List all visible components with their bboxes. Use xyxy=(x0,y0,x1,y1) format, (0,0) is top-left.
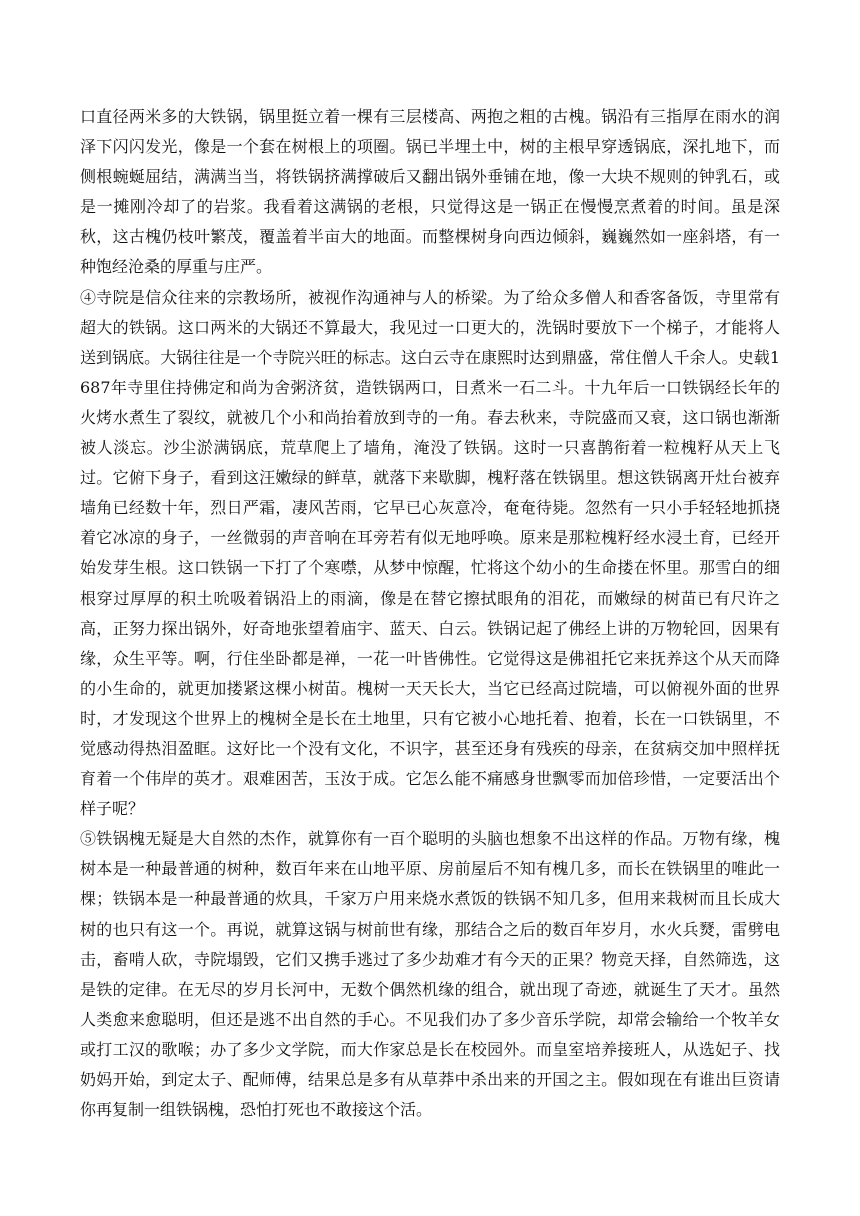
document-page xyxy=(80,102,780,1125)
paragraph-4: ④寺院是信众往来的宗教场所，被视作沟通神与人的桥梁。为了给众多僧人和香客备饭，寺里常有超大的铁锅。这口两米的大锅还不算最大，我见过一口更大的，洗锅时要放下一个梯子，才能将人送到锅底。大锅往往是一个寺院兴旺的标志。这白云寺在康熙时达到鼎盛，常住僧人千余人。史载1687年寺里住持佛定和尚为舍粥济贫，造铁锅两口，日煮米一石二斗。十九年后一口铁锅经长年的火烤水煮生了裂纹，就被几个小和尚抬着放到寺的一角。春去秋来，寺院盛而又衰，这口锅也渐渐被人淡忘。沙尘淤满锅底，荒草爬上了墙角，淹没了铁锅。这时一只喜鹊衔着一粒槐籽从天上飞过。它俯下身子，看到这汪嫩绿的鲜草，就落下来歇脚，槐籽落在铁锅里。想这铁锅离开灶台被弃墙角已经数十年，烈日严霜，凄风苦雨，它早已心灰意冷，奄奄待毙。忽然有一只小手轻轻地抓挠着它冰凉的身子，一丝微弱的声音响在耳旁若有似无地呼唤。原来是那粒槐籽经水浸土育，已经开始发芽生根。这口铁锅一下打了个寒噤，从梦中惊醒，忙将这个幼小的生命搂在怀里。那雪白的细根穿过厚厚的积土吮吸着锅沿上的雨滴，像是在替它擦拭眼角的泪花，而嫩绿的树苗已有尺许之高，正努力探出锅外，好奇地张望着庙宇、蓝天、白云。铁锅记起了佛经上讲的万物轮回，因果有缘，众生平等。啊，行住坐卧都是禅，一花一叶皆佛性。它觉得这是佛祖托它来抚养这个从天而降的小生命的，就更加搂紧这棵小树苗。槐树一天天长大，当它已经高过院墙，可以俯视外面的世界时，才发现这个世界上的槐树全是长在土地里，只有它被小心地托着、抱着，长在一口铁锅里，不觉感动得热泪盈眶。这好比一个没有文化，不识字，甚至还身有残疾的母亲，在贫病交加中照样抚育着一个伟岸的英才。艰难困苦，玉汝于成。它怎么能不痛感身世飘零而加倍珍惜，一定要活出个样子呢？ xyxy=(80,287,780,819)
paragraph-5: ⑤铁锅槐无疑是大自然的杰作，就算你有一百个聪明的头脑也想象不出这样的作品。万物有缘，槐树本是一种最普通的树种，数百年来在山地平原、房前屋后不知有槐几多，而长在铁锅里的唯此一棵；铁锅本是一种最普通的炊具，千家万户用来烧水煮饭的铁锅不知几多，但用来栽树而且长成大树的也只有这一个。再说，就算这锅与树前世有缘，那结合之后的数百年岁月，水火兵燹，雷劈电击，畜啃人砍，寺院塌毁，它们又携手逃过了多少劫难才有今天的正果？物竞天择，自然筛选，这是铁的定律。在无尽的岁月长河中，无数个偶然机缘的组合，就出现了奇迹，就诞生了天才。虽然人类愈来愈聪明，但还是逃不出自然的手心。不见我们办了多少音乐学院，却常会输给一个牧羊女或打工汉的歌喉；办了多少文学院，而大作家总是长在校园外。而皇室培养接班人，从选妃子、找奶妈开始，到定太子、配师傅，结果总是多有从草莽中杀出来的开国之主。假如现在有谁出巨资请你再复制一组铁锅槐，恐怕打死也不敢接这个活。 xyxy=(80,829,780,1120)
paragraph-continuation: 口直径两米多的大铁锅，锅里挺立着一棵有三层楼高、两抱之粗的古槐。锅沿有三指厚在雨水的润泽下闪闪发光，像是一个套在树根上的项圈。锅已半埋土中，树的主根早穿透锅底，深扎地下，而侧根蜿蜒屈结，满满当当，将铁锅挤满撑破后又翻出锅外垂铺在地，像一大块不规则的钟乳石，或是一摊刚冷却了的岩浆。我看着这满锅的老根，只觉得这是一锅正在慢慢烹煮着的时间。虽是深秋，这古槐仍枝叶繁茂，覆盖着半亩大的地面。而整棵树身向西边倾斜，巍巍然如一座斜塔，有一种饱经沧桑的厚重与庄严。 xyxy=(80,107,780,277)
